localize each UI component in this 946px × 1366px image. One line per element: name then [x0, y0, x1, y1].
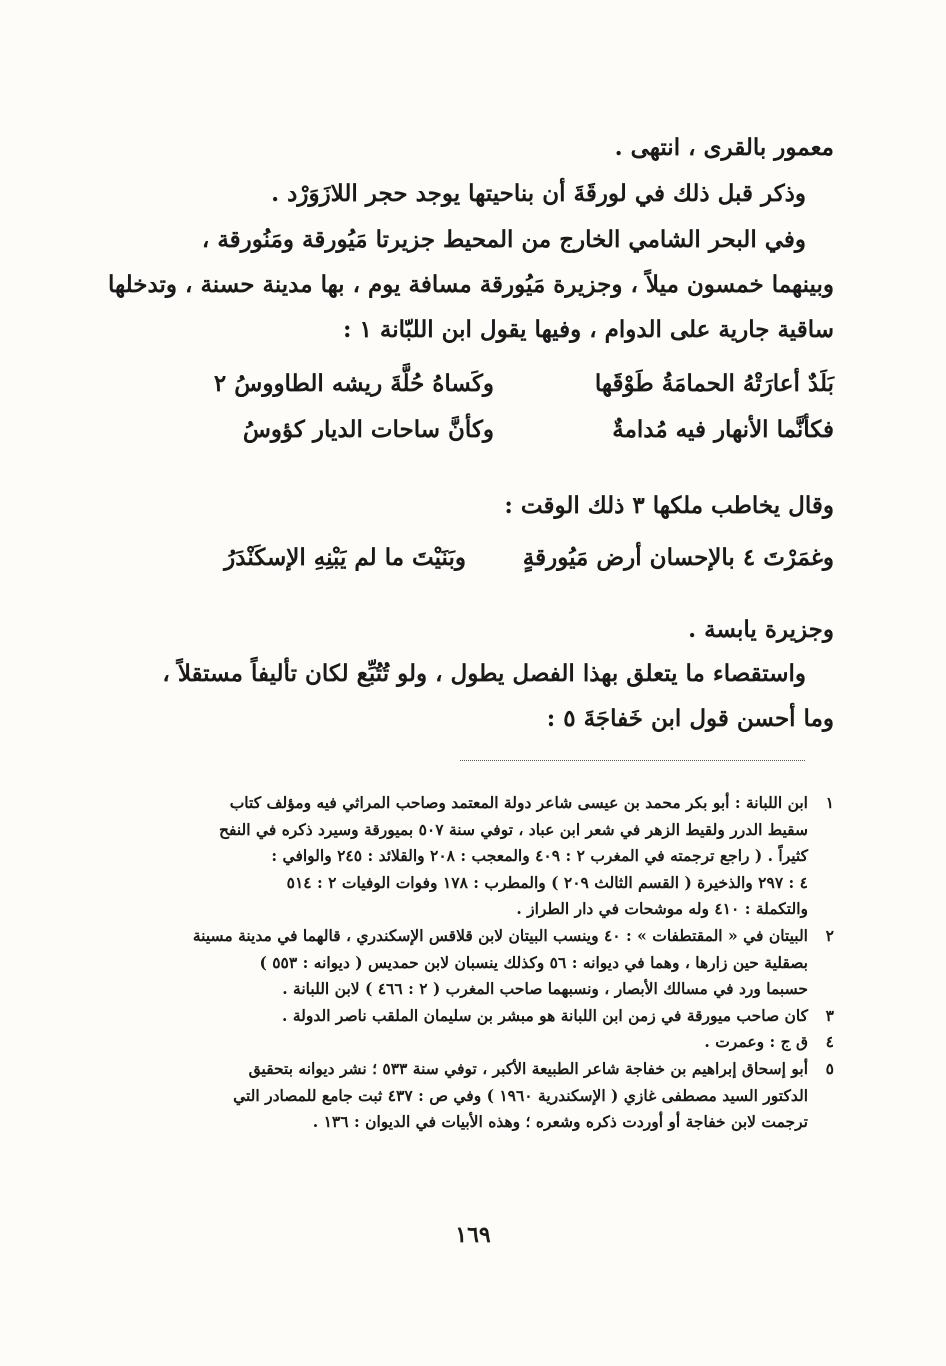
- verse-1-second-hemistich: وكَساهُ حُلَّةَ ريشه الطاووسُ ٢: [213, 370, 494, 397]
- verse-1-first-hemistich: بَلَدٌ أعارَتْهُ الحمامَةُ طَوْقَها: [594, 370, 834, 397]
- footnote-line: كان صاحب ميورقة في زمن ابن اللبانة هو مبشر بن سليمان الملقب ناصر الدولة .: [282, 1005, 808, 1025]
- footnote-line: سقيط الدرر ولقيط الزهر في شعر ابن عباد ، توفي سنة ٥٠٧ بميورقة وسيرد ذكره في النفح: [219, 819, 808, 839]
- paragraph-conclusion: [134, 652, 834, 742]
- footnote-number: ٢: [825, 925, 834, 945]
- page-number: ١٦٩: [455, 1222, 491, 1248]
- footnote-number: ٣: [825, 1005, 834, 1025]
- footnote-line: والتكملة : ٤١٠ وله موشحات في دار الطراز .: [516, 899, 808, 919]
- footnote-line: ابن اللبانة : أبو بكر محمد بن عيسى شاعر دولة المعتمد وصاحب المراثي فيه ومؤلف كتاب: [229, 793, 808, 812]
- text-line: وما أحسن قول ابن خَفاجَةَ ٥ :: [546, 705, 834, 732]
- footnote-line: بصقلية حين زارها ، وهما في ديوانه : ٥٦ وكذلك ينسبان لابن حمديس ( ديوانه : ٥٥٣ ): [259, 952, 808, 972]
- footnote-number: ١: [825, 793, 834, 812]
- footnote-number: ٥: [825, 1058, 834, 1078]
- verse-2-second-hemistich: وكأنَّ ساحات الديار كؤوسُ: [242, 416, 494, 443]
- text-line: واستقصاء ما يتعلق بهذا الفصل يطول ، ولو تُتُبِّع لكان تأليفاً مستقلاً ،: [162, 660, 806, 687]
- text-line: وفي البحر الشامي الخارج من المحيط جزيرتا مَيُورقة ومَنُورقة ،: [201, 226, 806, 253]
- footnote-5: [134, 1056, 834, 1136]
- footnote-line: ترجمت لابن خفاجة أو أوردت ذكره وشعره ؛ وهذه الأبيات في الديوان : ١٣٦ .: [312, 1112, 808, 1132]
- paragraph-ibiza: وجزيرة يابسة .: [688, 616, 834, 643]
- footnote-separator: [460, 760, 805, 761]
- footnote-number: ٤: [825, 1032, 834, 1052]
- paragraph-intro: معمور بالقرى ، انتهى .: [614, 134, 834, 161]
- paragraph-majorca: [108, 218, 834, 353]
- footnote-line: الدكتور السيد مصطفى غازي ( الإسكندرية ١٩٦٠ ) وفي ص : ٤٣٧ ثبت جامع للمصادر التي: [233, 1085, 808, 1105]
- footnote-1: [134, 790, 834, 923]
- footnote-3: [134, 1003, 834, 1030]
- paragraph-addressing-king: وقال يخاطب ملكها ٣ ذلك الوقت :: [504, 492, 834, 519]
- paragraph-lorca: وذكر قبل ذلك في لورقَةَ أن بناحيتها يوجد حجر اللازَوَرْد .: [271, 180, 806, 207]
- footnotes: [134, 790, 834, 1136]
- footnote-line: ق ج : وعمرت .: [704, 1032, 808, 1052]
- verse-3-second-hemistich: وبَنَيْتَ ما لم يَبْنِهِ الإسكَنْدَرُ: [224, 544, 466, 571]
- footnote-line: أبو إسحاق إبراهيم بن خفاجة شاعر الطبيعة الأكبر ، توفي سنة ٥٣٣ ؛ نشر ديوانه بتحقيق: [248, 1058, 808, 1078]
- footnote-4: [134, 1029, 834, 1056]
- text-line: ساقية جارية على الدوام ، وفيها يقول ابن اللبّانة ١ :: [343, 316, 834, 343]
- footnote-line: البيتان في « المقتطفات » : ٤٠ وينسب البيتان لابن قلاقس الإسكندري ، قالهما في مدينة مسينة: [192, 925, 808, 945]
- text-line: وبينهما خمسون ميلاً ، وجزيرة مَيُورقة مسافة يوم ، بها مدينة حسنة ، وتدخلها: [108, 271, 834, 298]
- footnote-line: حسبما ورد في مسالك الأبصار ، ونسبهما صاحب المغرب ( ٢ : ٤٦٦ ) لابن اللبانة .: [282, 979, 808, 999]
- footnote-line: كثيراً . ( راجع ترجمته في المغرب ٢ : ٤٠٩ والمعجب : ٢٠٨ والقلائد : ٢٤٥ والوافي :: [271, 846, 808, 866]
- verse-3-first-hemistich: وغمَرْتَ ٤ بالإحسان أرض مَيُورقةٍ: [522, 544, 834, 571]
- footnote-2: [134, 923, 834, 1003]
- footnote-line: ٤ : ٢٩٧ والذخيرة ( القسم الثالث ٢٠٩ ) والمطرب : ١٧٨ وفوات الوفيات ٢ : ٥١٤: [286, 872, 808, 892]
- verse-2-first-hemistich: فكأنَّما الأنهار فيه مُدامةٌ: [612, 416, 834, 443]
